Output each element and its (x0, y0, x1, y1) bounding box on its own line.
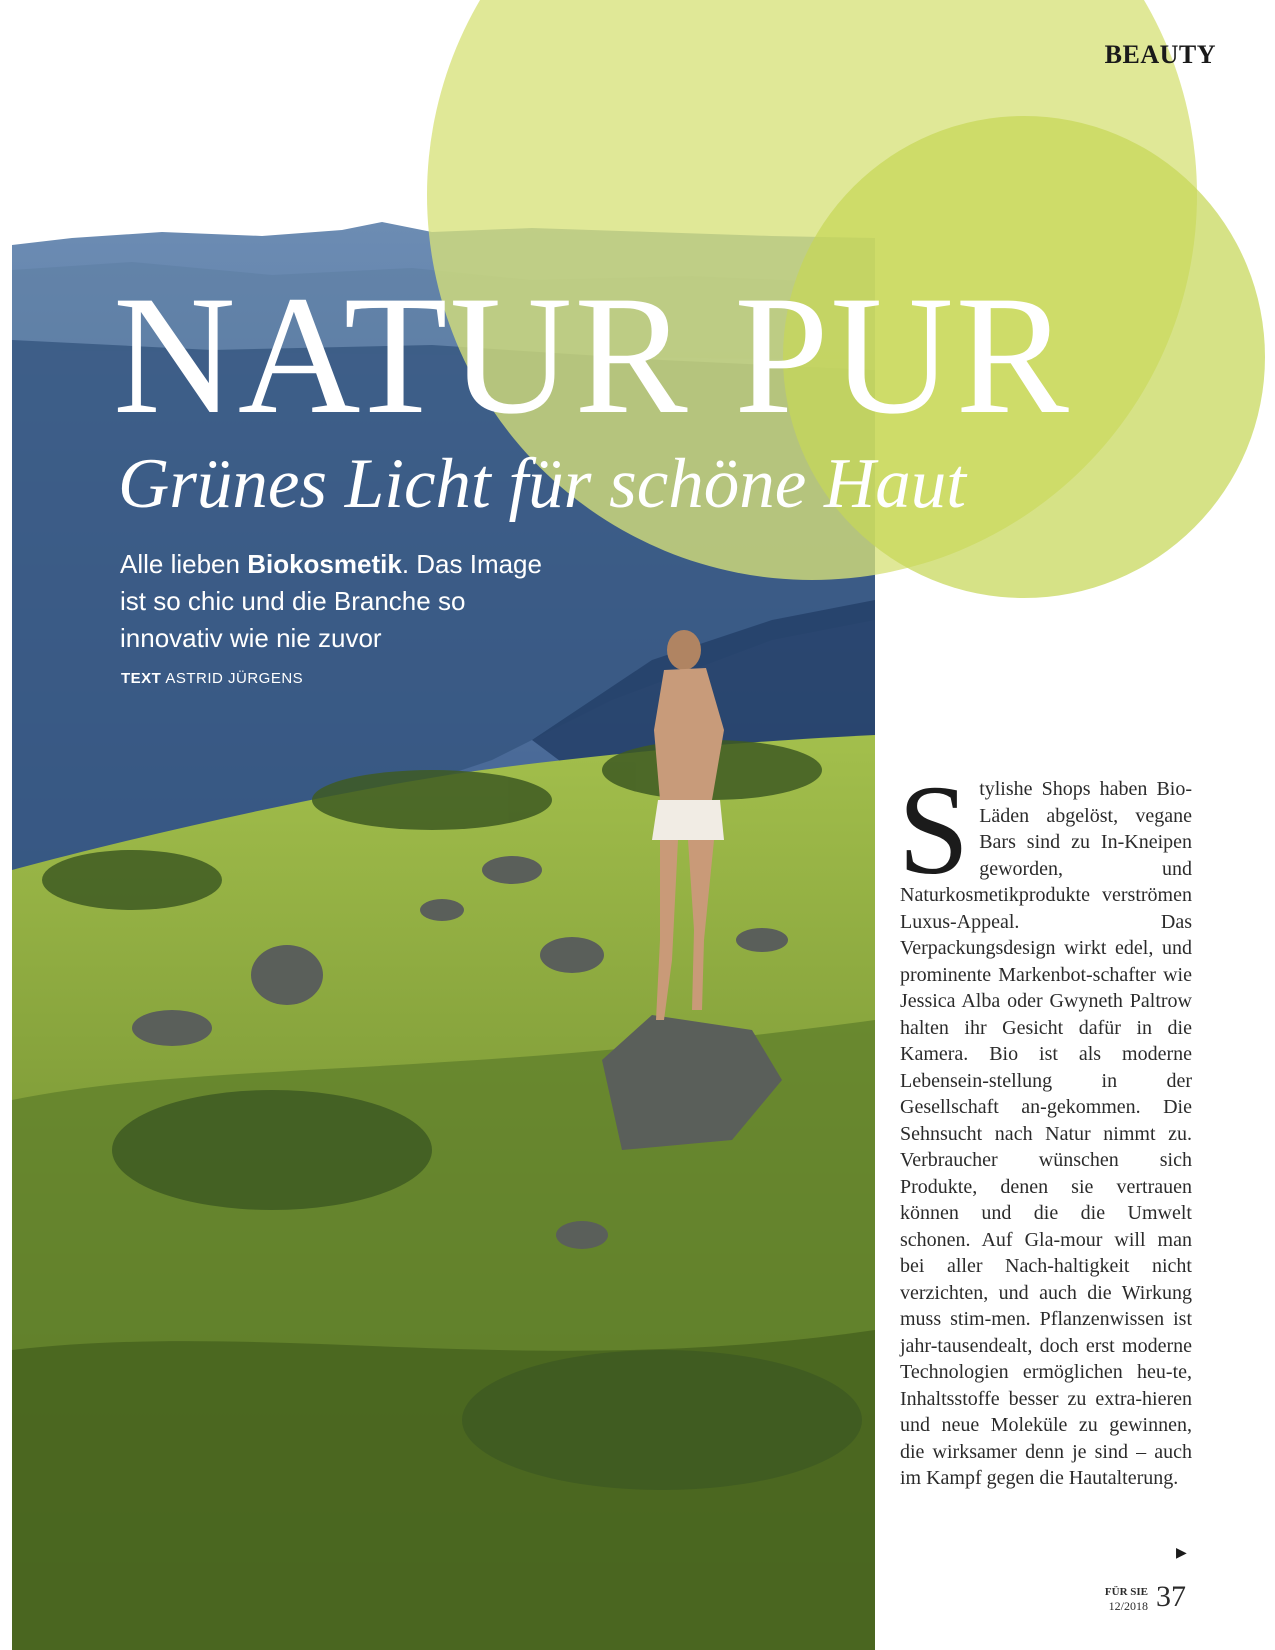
drop-cap: S (898, 759, 970, 901)
author-credit (121, 670, 303, 687)
article-body (898, 759, 1192, 1492)
section-label: BEAUTY (1104, 40, 1216, 69)
triangle-right-icon: ▶ (1176, 1546, 1187, 1561)
credit-name: ASTRID JÜRGENS (165, 670, 304, 687)
body-text: tylishe Shops haben Bio-Läden abgelöst, vegane Bars sind zu In-Kneipen geworden, und Naturkosmetikprodukte verströmen Luxus-Appeal. Das Verpackungsdesign wirkt edel, und prominente Markenbot-schafter wie Jessica Alba oder Gwyneth Paltrow halten ihr Gesicht dafür in die Kamera. Bio ist als moderne Lebensein-stellung in der Gesellschaft an-gekommen. Die Sehnsucht nach Natur nimmt zu. Verbraucher wünschen sich Produkte, denen sie vertrauen können und die die Umwelt schonen. Auf Gla-mour will man bei aller Nach-haltigkeit nicht verzichten, und auch die Wirkung muss stim-men. Pflanzenwissen ist jahr-tausendealt, doch erst moderne Technologien ermöglichen heu-te, Inhaltsstoffe besser zu extra-hieren und neue Moleküle zu gewinnen, die wirksamer denn je sind – auch im Kampf gegen die Hautalterung. (900, 778, 1192, 1489)
publication-name: FÜR SIE (1104, 1586, 1148, 1598)
issue-date: 12/2018 (1108, 1599, 1148, 1613)
page-number: 37 (1156, 1580, 1186, 1613)
article-subtitle: Grünes Licht für schöne Haut (118, 445, 967, 523)
lead-text-end: . Das Image ist so chic und die Branche so innovativ wie nie zuvor (120, 549, 542, 653)
credit-label: TEXT (121, 670, 162, 687)
lead-keyword: Biokosmetik (247, 549, 402, 579)
article-lead (120, 546, 560, 657)
lead-text-start: Alle lieben (120, 549, 248, 579)
article-title: NATUR PUR (113, 261, 1071, 449)
